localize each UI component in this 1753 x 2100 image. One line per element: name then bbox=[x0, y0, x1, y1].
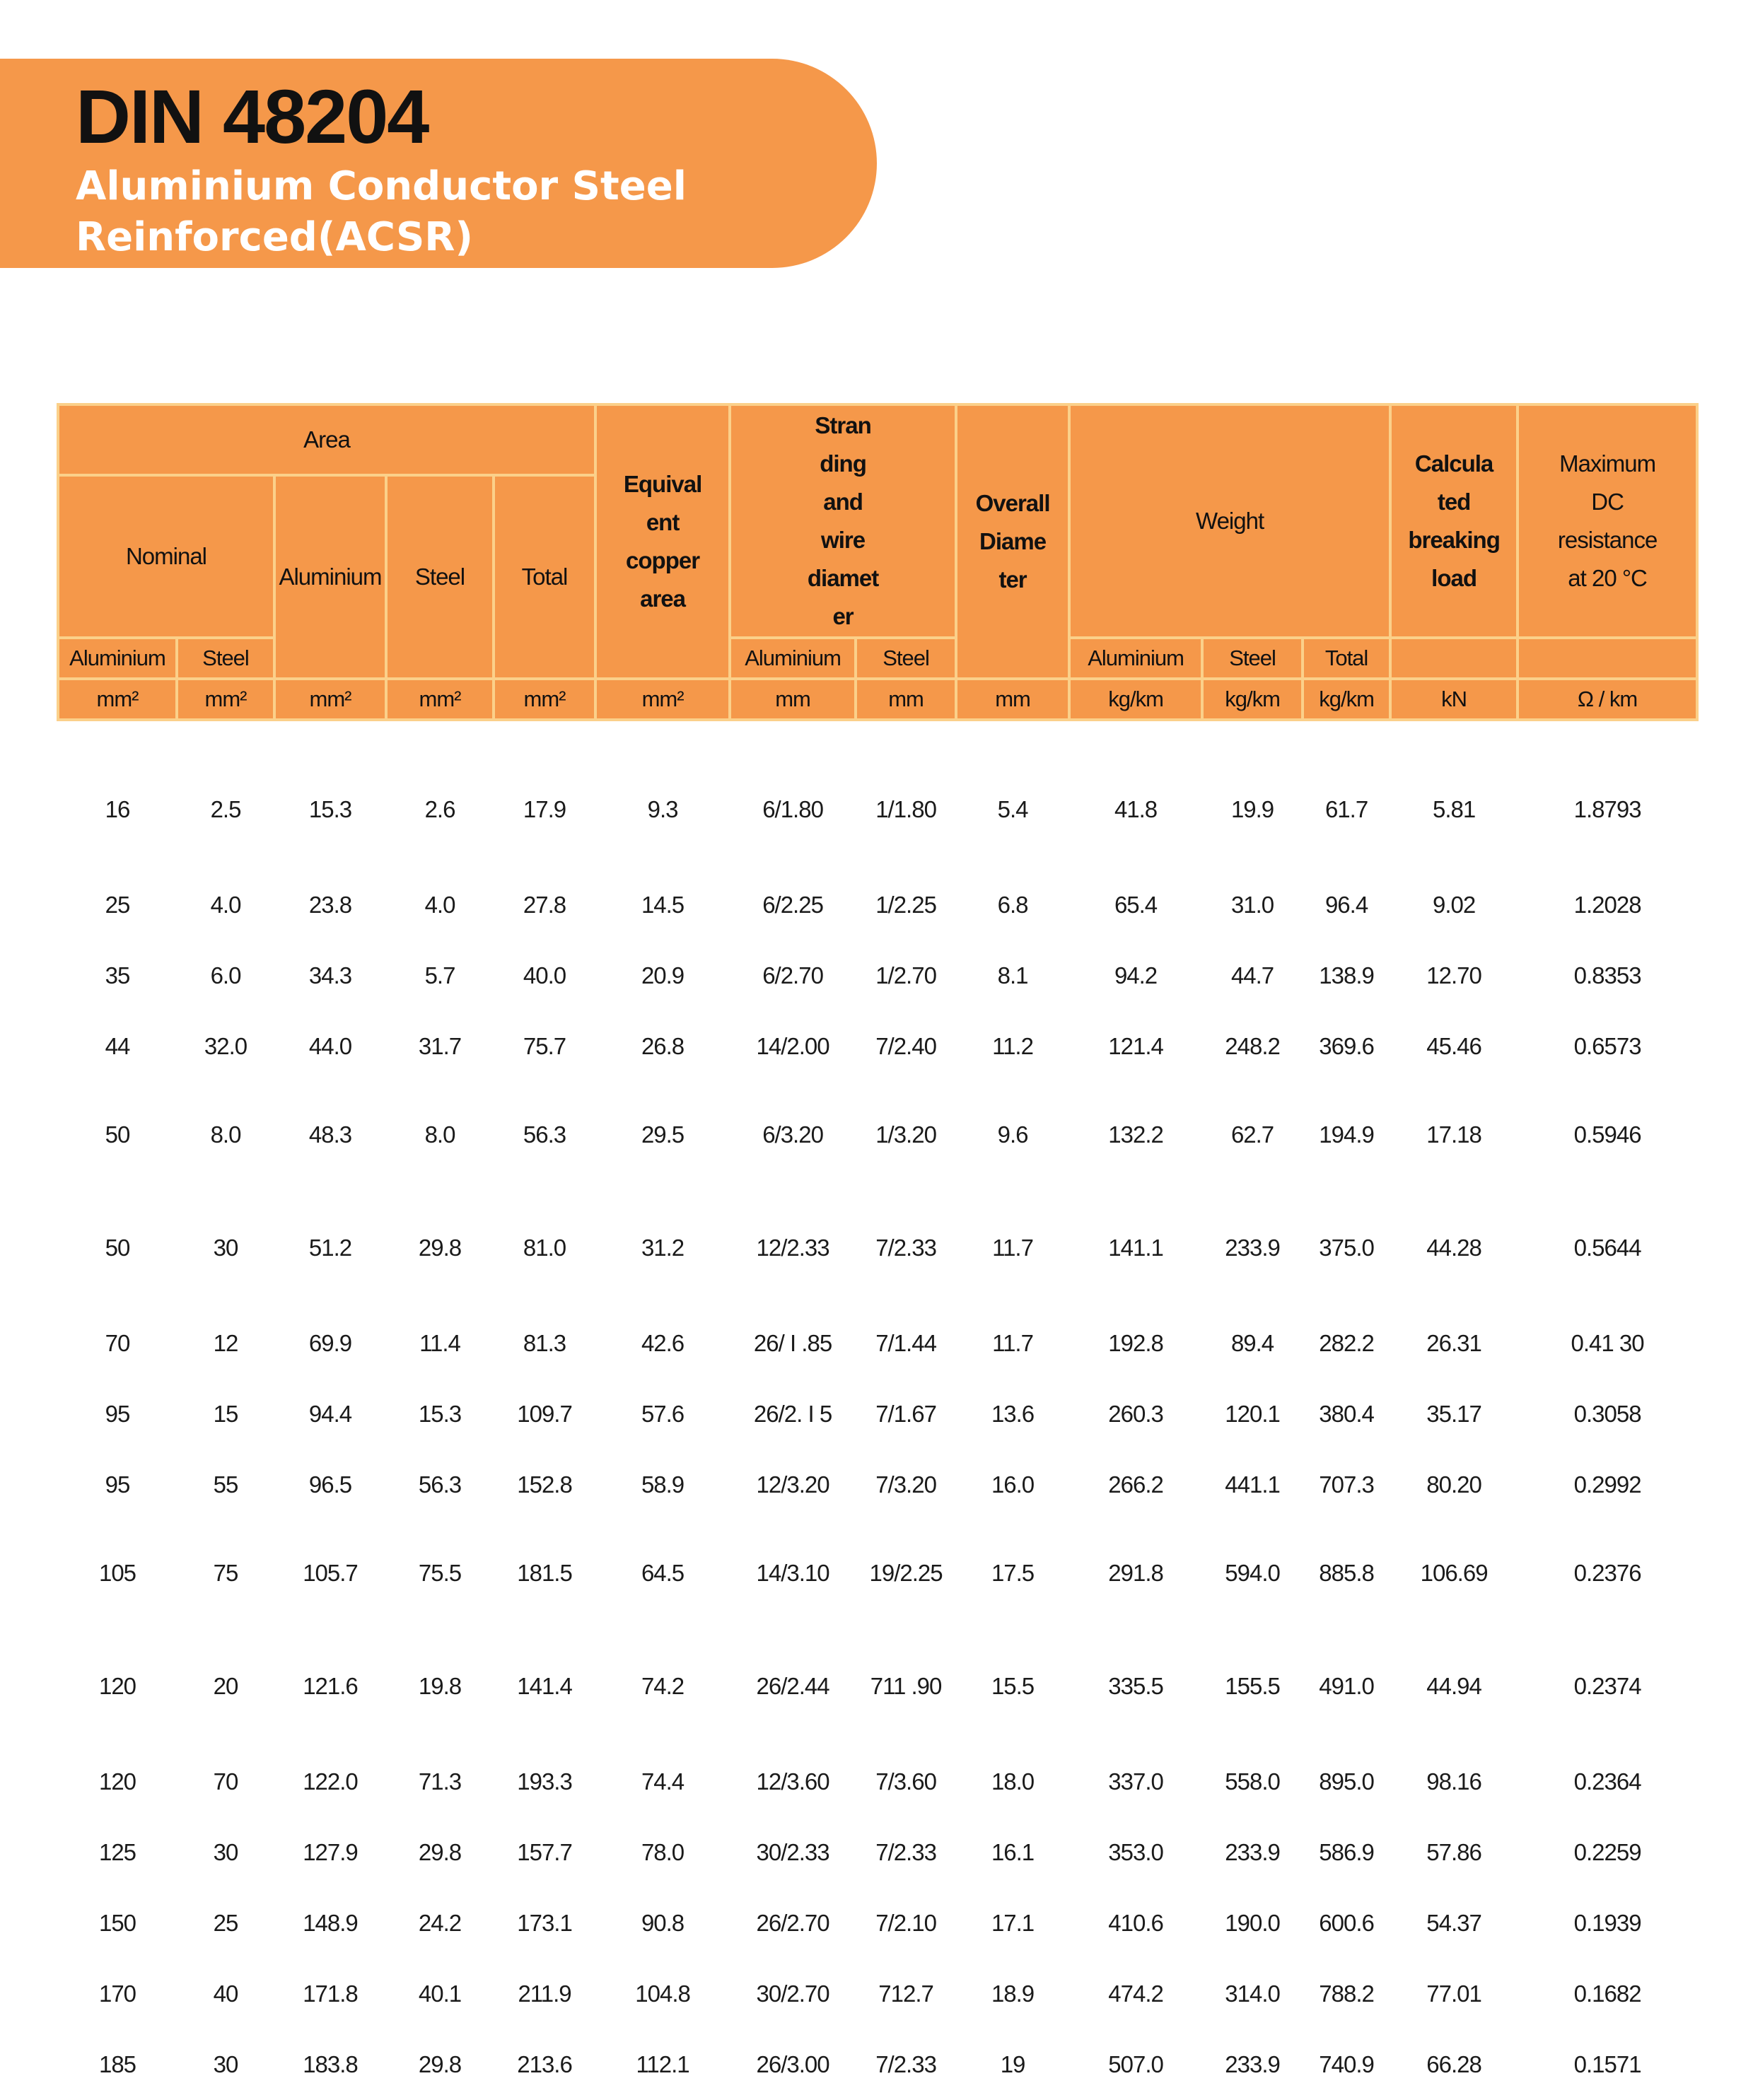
unit-cell: kN bbox=[1390, 679, 1518, 720]
table-cell: 29.8 bbox=[418, 1839, 462, 1865]
header-area-aluminium: Aluminium bbox=[274, 475, 386, 679]
table-row bbox=[58, 1011, 1697, 1082]
table-cell: 34.3 bbox=[308, 962, 352, 988]
table-cell: 74.4 bbox=[641, 1768, 685, 1795]
table-cell: 0.6573 bbox=[1573, 1033, 1641, 1059]
table-cell: 31.0 bbox=[1230, 892, 1274, 918]
table-cell: 40.1 bbox=[418, 1981, 462, 2007]
header-nominal: Nominal bbox=[58, 475, 274, 638]
table-cell: 16 bbox=[105, 796, 130, 822]
table-cell: 20.9 bbox=[641, 962, 685, 988]
table-cell: 233.9 bbox=[1225, 1235, 1280, 1261]
table-cell: 112.1 bbox=[636, 2051, 689, 2077]
table-cell: 7/2.33 bbox=[875, 1839, 936, 1865]
table-cell: 1/1.80 bbox=[875, 796, 936, 822]
table-cell: 11.7 bbox=[992, 1330, 1033, 1356]
table-cell: 58.9 bbox=[641, 1471, 685, 1498]
table-row bbox=[58, 1082, 1697, 1188]
header-stranding-aluminium: Aluminium bbox=[730, 638, 856, 679]
table-cell: 41.8 bbox=[1114, 796, 1158, 822]
table-cell: 50 bbox=[105, 1121, 130, 1148]
table-cell: 6/2.25 bbox=[762, 892, 823, 918]
table-cell: 233.9 bbox=[1225, 2051, 1280, 2077]
table-cell: 44.94 bbox=[1426, 1673, 1481, 1699]
table-cell: 14/2.00 bbox=[756, 1033, 829, 1059]
table-cell: 213.6 bbox=[517, 2051, 572, 2077]
unit-cell: mm² bbox=[274, 679, 386, 720]
table-cell: 96.5 bbox=[308, 1471, 352, 1498]
table-cell: 26/2. I 5 bbox=[753, 1401, 832, 1427]
table-cell: 94.2 bbox=[1114, 962, 1158, 988]
header-breaking-load-blank bbox=[1390, 638, 1518, 679]
table-cell: 141.1 bbox=[1108, 1235, 1163, 1261]
table-cell: 12/3.20 bbox=[756, 1471, 829, 1498]
table-cell: 895.0 bbox=[1319, 1768, 1374, 1795]
table-cell: 0.2376 bbox=[1573, 1560, 1641, 1586]
table-cell: 120.1 bbox=[1225, 1401, 1280, 1427]
table-cell: 45.46 bbox=[1426, 1033, 1481, 1059]
table-cell: 44 bbox=[105, 1033, 130, 1059]
header-area-steel: Steel bbox=[386, 475, 494, 679]
header-weight-aluminium: Aluminium bbox=[1069, 638, 1202, 679]
table-cell: 369.6 bbox=[1319, 1033, 1374, 1059]
header-weight-steel: Steel bbox=[1202, 638, 1303, 679]
table-cell: 1/3.20 bbox=[875, 1121, 936, 1148]
table-cell: 6/2.70 bbox=[762, 962, 823, 988]
table-cell: 291.8 bbox=[1108, 1560, 1163, 1586]
table-cell: 185 bbox=[98, 2051, 136, 2077]
table-cell: 1.2028 bbox=[1573, 892, 1641, 918]
table-cell: 192.8 bbox=[1108, 1330, 1163, 1356]
table-cell: 120 bbox=[98, 1673, 136, 1699]
table-row bbox=[58, 1520, 1697, 1626]
table-cell: 7/3.60 bbox=[875, 1768, 936, 1795]
table-cell: 193.3 bbox=[517, 1768, 572, 1795]
table-cell: 138.9 bbox=[1319, 962, 1374, 988]
table-cell: 19/2.25 bbox=[869, 1560, 943, 1586]
table-cell: 0.5946 bbox=[1573, 1121, 1641, 1148]
table-cell: 353.0 bbox=[1108, 1839, 1163, 1865]
table-cell: 56.3 bbox=[418, 1471, 462, 1498]
table-cell: 233.9 bbox=[1225, 1839, 1280, 1865]
document-title: DIN 48204 bbox=[76, 74, 429, 159]
table-cell: 106.69 bbox=[1420, 1560, 1488, 1586]
table-cell: 740.9 bbox=[1319, 2051, 1374, 2077]
table-cell: 0.8353 bbox=[1573, 962, 1641, 988]
table-cell: 2.6 bbox=[424, 796, 455, 822]
table-cell: 121.4 bbox=[1108, 1033, 1163, 1059]
table-cell: 105.7 bbox=[303, 1560, 358, 1586]
table-row bbox=[58, 2029, 1697, 2100]
table-cell: 152.8 bbox=[517, 1471, 572, 1498]
table-cell: 125 bbox=[98, 1839, 136, 1865]
table-cell: 16.1 bbox=[991, 1839, 1035, 1865]
table-row bbox=[58, 1379, 1697, 1449]
table-cell: 26/ I .85 bbox=[753, 1330, 832, 1356]
table-cell: 30 bbox=[213, 2051, 238, 2077]
table-cell: 64.5 bbox=[641, 1560, 685, 1586]
header-area: Area bbox=[58, 404, 595, 475]
table-cell: 0.1682 bbox=[1573, 1981, 1641, 2007]
table-cell: 35 bbox=[105, 962, 130, 988]
header-overall-diameter: Overall Diame ter bbox=[956, 404, 1069, 679]
table-cell: 5.81 bbox=[1432, 796, 1476, 822]
table-cell: 44.28 bbox=[1426, 1235, 1481, 1261]
table-cell: 127.9 bbox=[303, 1839, 358, 1865]
table-cell: 122.0 bbox=[303, 1768, 358, 1795]
table-cell: 183.8 bbox=[303, 2051, 358, 2077]
table-cell: 14/3.10 bbox=[756, 1560, 829, 1586]
table-cell: 74.2 bbox=[641, 1673, 685, 1699]
table-cell: 11.7 bbox=[992, 1235, 1033, 1261]
table-cell: 40 bbox=[213, 1981, 238, 2007]
table-cell: 75.7 bbox=[523, 1033, 566, 1059]
table-cell: 27.8 bbox=[523, 892, 566, 918]
unit-row bbox=[58, 679, 1697, 720]
table-cell: 15 bbox=[213, 1401, 238, 1427]
table-cell: 558.0 bbox=[1225, 1768, 1280, 1795]
header-dc-resistance-blank bbox=[1518, 638, 1697, 679]
table-cell: 26/2.70 bbox=[756, 1910, 829, 1936]
table-cell: 260.3 bbox=[1108, 1401, 1163, 1427]
header-nominal-aluminium: Aluminium bbox=[58, 638, 177, 679]
header-breaking-load: Calcula ted breaking load bbox=[1390, 404, 1518, 638]
table-cell: 171.8 bbox=[303, 1981, 358, 2007]
table-cell: 707.3 bbox=[1319, 1471, 1374, 1498]
table-cell: 0.41 30 bbox=[1571, 1330, 1644, 1356]
table-cell: 25 bbox=[105, 892, 130, 918]
table-cell: 71.3 bbox=[418, 1768, 462, 1795]
table-cell: 194.9 bbox=[1319, 1121, 1374, 1148]
table-cell: 375.0 bbox=[1319, 1235, 1374, 1261]
table-row bbox=[58, 870, 1697, 940]
subtitle-line-2: Reinforced(ACSR) bbox=[76, 214, 473, 260]
table-row bbox=[58, 1188, 1697, 1308]
table-cell: 8.1 bbox=[997, 962, 1028, 988]
table-cell: 712.7 bbox=[878, 1981, 933, 2007]
table-cell: 26.31 bbox=[1426, 1330, 1481, 1356]
table-cell: 7/2.10 bbox=[875, 1910, 936, 1936]
table-cell: 15.3 bbox=[418, 1401, 462, 1427]
table-cell: 441.1 bbox=[1225, 1471, 1280, 1498]
unit-cell: mm bbox=[856, 679, 956, 720]
unit-cell: mm² bbox=[177, 679, 274, 720]
table-cell: 32.0 bbox=[204, 1033, 247, 1059]
table-cell: 8.0 bbox=[424, 1121, 455, 1148]
table-cell: 57.6 bbox=[641, 1401, 685, 1427]
table-cell: 65.4 bbox=[1114, 892, 1158, 918]
table-row bbox=[58, 940, 1697, 1011]
table-cell: 12/3.60 bbox=[756, 1768, 829, 1795]
table-cell: 29.8 bbox=[418, 2051, 462, 2077]
table-cell: 12/2.33 bbox=[756, 1235, 829, 1261]
table-cell: 19 bbox=[1000, 2051, 1025, 2077]
table-cell: 98.16 bbox=[1426, 1768, 1481, 1795]
table-cell: 70 bbox=[105, 1330, 130, 1356]
table-cell: 788.2 bbox=[1319, 1981, 1374, 2007]
table-cell: 1.8793 bbox=[1573, 796, 1641, 822]
table-cell: 6/1.80 bbox=[762, 796, 823, 822]
header-dc-resistance: Maximum DC resistance at 20 °C bbox=[1518, 404, 1697, 638]
table-cell: 5.7 bbox=[424, 962, 455, 988]
table-cell: 600.6 bbox=[1319, 1910, 1374, 1936]
table-cell: 190.0 bbox=[1225, 1910, 1280, 1936]
table-cell: 104.8 bbox=[635, 1981, 690, 2007]
table-cell: 30/2.33 bbox=[756, 1839, 829, 1865]
unit-cell: mm² bbox=[58, 679, 177, 720]
table-cell: 380.4 bbox=[1319, 1401, 1374, 1427]
table-cell: 42.6 bbox=[641, 1330, 685, 1356]
table-cell: 30/2.70 bbox=[756, 1981, 829, 2007]
table-cell: 56.3 bbox=[523, 1121, 566, 1148]
table-cell: 23.8 bbox=[308, 892, 352, 918]
table-cell: 6/3.20 bbox=[762, 1121, 823, 1148]
table-cell: 18.0 bbox=[991, 1768, 1035, 1795]
table-cell: 96.4 bbox=[1324, 892, 1368, 918]
table-cell: 7/3.20 bbox=[875, 1471, 936, 1498]
table-row bbox=[58, 1817, 1697, 1888]
table-cell: 9.02 bbox=[1432, 892, 1476, 918]
table-cell: 7/2.33 bbox=[875, 1235, 936, 1261]
table-cell: 48.3 bbox=[308, 1121, 352, 1148]
table-cell: 6.8 bbox=[997, 892, 1028, 918]
table-cell: 594.0 bbox=[1225, 1560, 1280, 1586]
table-cell: 121.6 bbox=[303, 1673, 358, 1699]
table-cell: 14.5 bbox=[641, 892, 685, 918]
table-cell: 7/1.44 bbox=[875, 1330, 936, 1356]
table-cell: 150 bbox=[98, 1910, 136, 1936]
table-cell: 81.0 bbox=[523, 1235, 566, 1261]
header-weight-total: Total bbox=[1303, 638, 1390, 679]
table-cell: 30 bbox=[213, 1235, 238, 1261]
table-cell: 7/1.67 bbox=[875, 1401, 936, 1427]
table-cell: 35.17 bbox=[1426, 1401, 1481, 1427]
subtitle-line-1: Aluminium Conductor Steel bbox=[76, 163, 687, 209]
table-cell: 9.3 bbox=[647, 796, 678, 822]
table-cell: 507.0 bbox=[1108, 2051, 1163, 2077]
table-cell: 90.8 bbox=[641, 1910, 685, 1936]
table-cell: 69.9 bbox=[308, 1330, 352, 1356]
table-cell: 17.9 bbox=[523, 796, 566, 822]
unit-cell: kg/km bbox=[1202, 679, 1303, 720]
table-cell: 6.0 bbox=[210, 962, 241, 988]
table-cell: 7/2.40 bbox=[875, 1033, 936, 1059]
table-cell: 17.5 bbox=[991, 1560, 1035, 1586]
table-cell: 148.9 bbox=[303, 1910, 358, 1936]
table-cell: 586.9 bbox=[1319, 1839, 1374, 1865]
table-cell: 17.1 bbox=[991, 1910, 1035, 1936]
unit-cell: kg/km bbox=[1303, 679, 1390, 720]
table-cell: 95 bbox=[105, 1471, 130, 1498]
header-stranding-steel: Steel bbox=[856, 638, 956, 679]
table-cell: 105 bbox=[98, 1560, 136, 1586]
table-cell: 12.70 bbox=[1426, 962, 1481, 988]
table-cell: 50 bbox=[105, 1235, 130, 1261]
table-cell: 0.2259 bbox=[1573, 1839, 1641, 1865]
table-cell: 55 bbox=[213, 1471, 238, 1498]
unit-cell: mm bbox=[956, 679, 1069, 720]
table-row bbox=[58, 1746, 1697, 1817]
table-cell: 62.7 bbox=[1230, 1121, 1274, 1148]
table-cell: 337.0 bbox=[1108, 1768, 1163, 1795]
table-cell: 57.86 bbox=[1426, 1839, 1481, 1865]
header-stranding: Stran ding and wire diamet er bbox=[730, 404, 956, 638]
table-cell: 248.2 bbox=[1225, 1033, 1280, 1059]
table-cell: 11.4 bbox=[419, 1330, 460, 1356]
table-cell: 16.0 bbox=[991, 1471, 1035, 1498]
table-cell: 0.1571 bbox=[1573, 2051, 1641, 2077]
table-cell: 155.5 bbox=[1225, 1673, 1280, 1699]
table-cell: 29.5 bbox=[641, 1121, 685, 1148]
table-cell: 170 bbox=[98, 1981, 136, 2007]
table-cell: 120 bbox=[98, 1768, 136, 1795]
table-cell: 95 bbox=[105, 1401, 130, 1427]
table-cell: 5.4 bbox=[997, 796, 1028, 822]
table-cell: 173.1 bbox=[517, 1910, 572, 1936]
table-cell: 94.4 bbox=[308, 1401, 352, 1427]
table-cell: 8.0 bbox=[210, 1121, 241, 1148]
table-cell: 0.5644 bbox=[1573, 1235, 1641, 1261]
table-cell: 211.9 bbox=[518, 1981, 571, 2007]
acsr-spec-table bbox=[57, 403, 1699, 2100]
table-body bbox=[58, 720, 1697, 2100]
table-row bbox=[58, 720, 1697, 870]
unit-cell: mm² bbox=[386, 679, 494, 720]
table-cell: 1/2.25 bbox=[875, 892, 936, 918]
table-cell: 26.8 bbox=[641, 1033, 685, 1059]
table-cell: 0.2374 bbox=[1573, 1673, 1641, 1699]
table-cell: 13.6 bbox=[991, 1401, 1035, 1427]
table-cell: 12 bbox=[213, 1330, 238, 1356]
unit-cell: mm² bbox=[494, 679, 595, 720]
table-cell: 410.6 bbox=[1108, 1910, 1163, 1936]
document-subtitle bbox=[76, 161, 783, 263]
table-cell: 0.3058 bbox=[1573, 1401, 1641, 1427]
table-cell: 19.9 bbox=[1230, 796, 1274, 822]
table-cell: 66.28 bbox=[1426, 2051, 1481, 2077]
table-cell: 61.7 bbox=[1324, 796, 1368, 822]
table-cell: 266.2 bbox=[1108, 1471, 1163, 1498]
table-cell: 141.4 bbox=[517, 1673, 572, 1699]
table-row bbox=[58, 1888, 1697, 1959]
table-cell: 31.2 bbox=[641, 1235, 685, 1261]
header-nominal-steel: Steel bbox=[177, 638, 274, 679]
table-cell: 54.37 bbox=[1426, 1910, 1481, 1936]
table-cell: 17.18 bbox=[1426, 1121, 1481, 1148]
table-cell: 885.8 bbox=[1319, 1560, 1374, 1586]
table-cell: 80.20 bbox=[1426, 1471, 1481, 1498]
table-cell: 51.2 bbox=[308, 1235, 352, 1261]
table-cell: 711 .90 bbox=[870, 1673, 942, 1699]
table-cell: 491.0 bbox=[1319, 1673, 1374, 1699]
table-cell: 18.9 bbox=[991, 1981, 1035, 2007]
table-row bbox=[58, 1626, 1697, 1746]
table-row bbox=[58, 1449, 1697, 1520]
table-cell: 26/3.00 bbox=[756, 2051, 829, 2077]
table-cell: 19.8 bbox=[418, 1673, 462, 1699]
table-cell: 0.1939 bbox=[1573, 1910, 1641, 1936]
table-cell: 25 bbox=[213, 1910, 238, 1936]
table-cell: 70 bbox=[213, 1768, 238, 1795]
table-cell: 1/2.70 bbox=[875, 962, 936, 988]
table-cell: 335.5 bbox=[1108, 1673, 1163, 1699]
table-cell: 31.7 bbox=[418, 1033, 462, 1059]
table-cell: 81.3 bbox=[523, 1330, 566, 1356]
table-cell: 4.0 bbox=[210, 892, 241, 918]
table-cell: 75 bbox=[213, 1560, 238, 1586]
table-cell: 11.2 bbox=[992, 1033, 1033, 1059]
table-cell: 157.7 bbox=[517, 1839, 572, 1865]
table-cell: 132.2 bbox=[1108, 1121, 1163, 1148]
table-cell: 30 bbox=[213, 1839, 238, 1865]
table-row bbox=[58, 1959, 1697, 2029]
header-equivalent-copper-area: Equival ent copper area bbox=[595, 404, 730, 679]
header-weight: Weight bbox=[1069, 404, 1390, 638]
table-cell: 77.01 bbox=[1426, 1981, 1481, 2007]
table-cell: 44.0 bbox=[308, 1033, 352, 1059]
header-area-total: Total bbox=[494, 475, 595, 679]
table-cell: 181.5 bbox=[517, 1560, 572, 1586]
table-cell: 0.2364 bbox=[1573, 1768, 1641, 1795]
unit-cell: mm² bbox=[595, 679, 730, 720]
table-cell: 314.0 bbox=[1225, 1981, 1280, 2007]
unit-cell: mm bbox=[730, 679, 856, 720]
table-cell: 26/2.44 bbox=[756, 1673, 829, 1699]
table-cell: 20 bbox=[213, 1673, 238, 1699]
table-row bbox=[58, 1308, 1697, 1379]
table-cell: 75.5 bbox=[418, 1560, 462, 1586]
table-cell: 89.4 bbox=[1230, 1330, 1274, 1356]
table-cell: 474.2 bbox=[1108, 1981, 1163, 2007]
table-cell: 7/2.33 bbox=[875, 2051, 936, 2077]
table-cell: 4.0 bbox=[424, 892, 455, 918]
table-cell: 24.2 bbox=[418, 1910, 462, 1936]
table-cell: 15.5 bbox=[991, 1673, 1035, 1699]
table-cell: 29.8 bbox=[418, 1235, 462, 1261]
table-cell: 9.6 bbox=[997, 1121, 1028, 1148]
table-cell: 78.0 bbox=[641, 1839, 685, 1865]
table-cell: 2.5 bbox=[210, 796, 241, 822]
unit-cell: Ω / km bbox=[1518, 679, 1697, 720]
unit-cell: kg/km bbox=[1069, 679, 1202, 720]
table-cell: 282.2 bbox=[1319, 1330, 1374, 1356]
table-cell: 40.0 bbox=[523, 962, 566, 988]
table-cell: 15.3 bbox=[308, 796, 352, 822]
table-cell: 44.7 bbox=[1230, 962, 1274, 988]
table-cell: 109.7 bbox=[517, 1401, 572, 1427]
table-cell: 0.2992 bbox=[1573, 1471, 1641, 1498]
